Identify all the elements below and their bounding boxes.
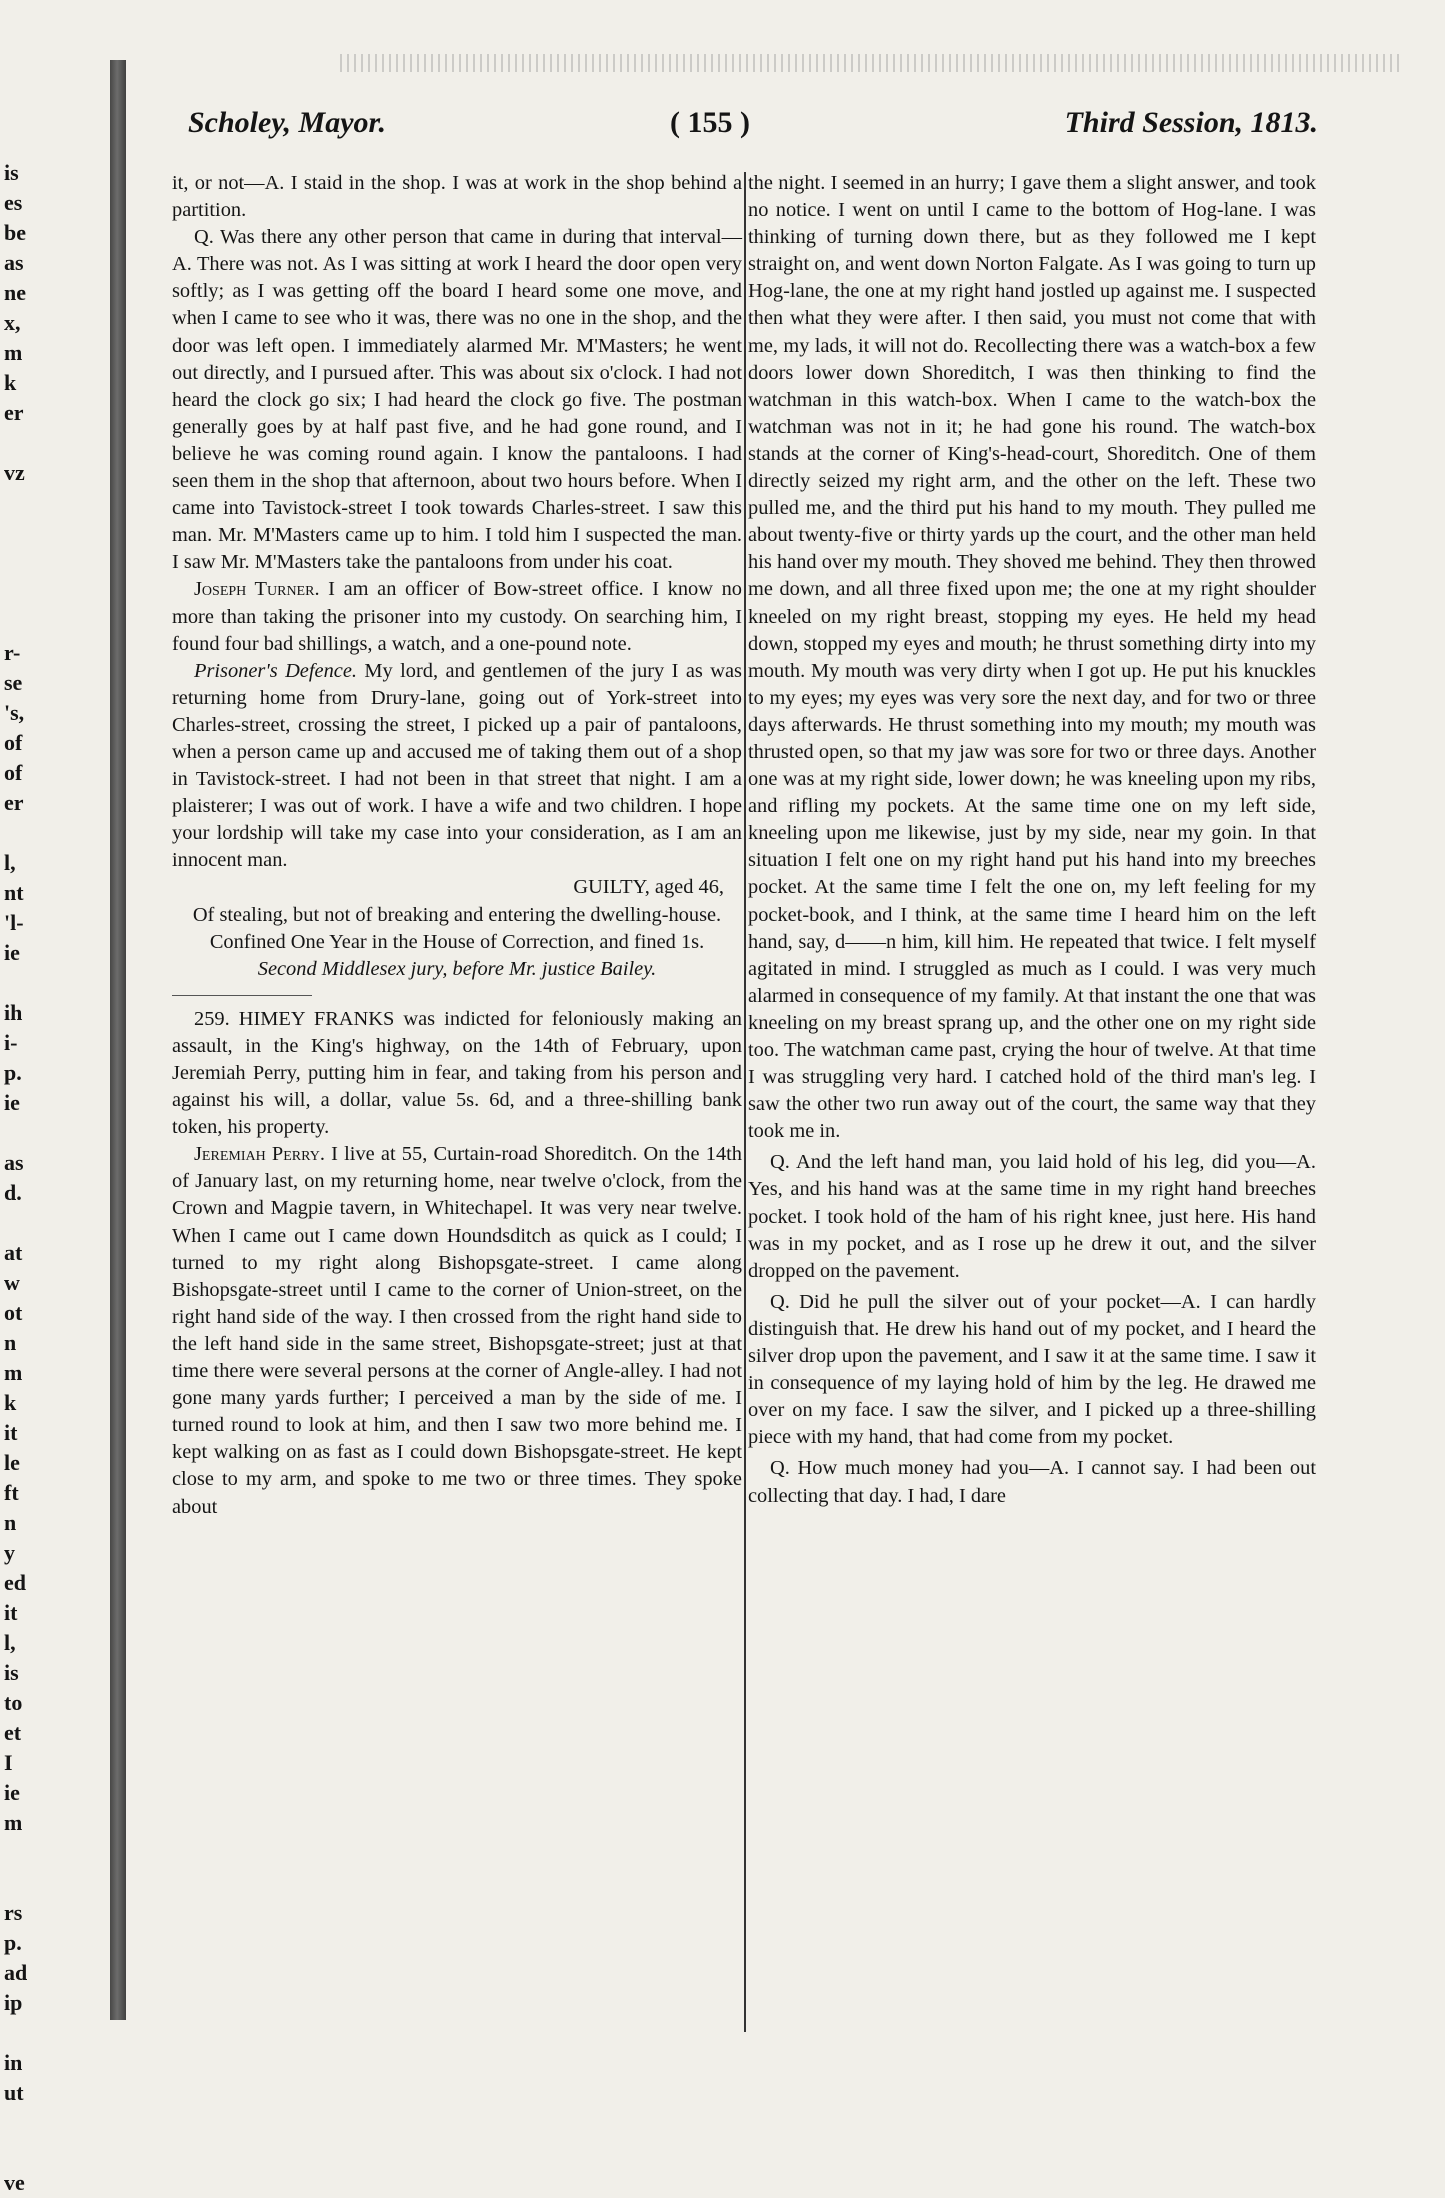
indictment: 259. HIMEY FRANKS was indicted for feloniously making an assault, in the King's highway, on the 14th of February, upon Jeremiah Perry, putting him in fear, and taking from his person and against his will, a dollar, value 5s. 6d, and a three-shilling bank token, his property. <box>172 1007 742 1139</box>
margin-fragment: in <box>4 2050 23 2075</box>
defence-heading: Prisoner's Defence. <box>194 659 357 682</box>
margin-fragment: ie <box>4 1090 20 1115</box>
margin-fragment <box>4 2138 64 2168</box>
left-column <box>172 170 742 1521</box>
margin-fragment: ad <box>4 1960 28 1985</box>
margin-fragment <box>4 548 64 578</box>
margin-fragment: x, <box>4 310 21 335</box>
margin-fragment <box>4 1118 64 1148</box>
paragraph <box>172 576 742 657</box>
margin-fragment: w <box>4 1270 20 1295</box>
margin-fragment: n <box>4 1510 17 1535</box>
margin-fragment: p. <box>4 1060 22 1085</box>
margin-fragment: k <box>4 370 17 395</box>
margin-fragment: r- <box>4 640 21 665</box>
margin-fragment: p. <box>4 1930 22 1955</box>
margin-fragment: ih <box>4 1000 23 1025</box>
paragraph <box>172 1141 742 1520</box>
margin-fragment: i- <box>4 1030 18 1055</box>
margin-fragment: ie <box>4 940 20 965</box>
margin-fragment <box>4 518 64 548</box>
margin-fragment: m <box>4 1810 23 1835</box>
margin-fragment: it <box>4 1420 18 1445</box>
running-header <box>188 100 1318 150</box>
margin-fragment <box>4 1868 64 1898</box>
margin-fragment: as <box>4 1150 24 1175</box>
margin-fragment: to <box>4 1690 23 1715</box>
paragraph: it, or not—A. I staid in the shop. I was at work in the shop behind a partition. <box>172 172 742 222</box>
verdict: GUILTY, aged 46, <box>573 876 724 899</box>
binding-shadow <box>110 60 126 2020</box>
testimony: My lord, and gentlemen of the jury I as was returning home from Drury-lane, going out of York-street into Charles-street, crossing the street, I picked up a pair of pantaloons, when a person came up and accused me of taking them out of a shop in Tavistock-street. I had not been in that street that night. I am a plaisterer; I was out of work. I have a wife and two children. I hope your lordship will take my case into your consideration, as I am an innocent man. <box>172 659 742 872</box>
margin-fragment: I <box>4 1750 13 1775</box>
paragraph: Q. Was there any other person that came in during that interval—A. There was not. As I was sitting at work I heard the door open very softly; as I was getting off the board I heard some one move, and when I came to see who it was, there was no one in the shop, and the door was left open. I immediately alarmed Mr. M'Masters; he went out directly, and I pursued after. This was about six o'clock. I had not heard the clock go six; I had heard the clock go five. The postman generally goes by at half past five, and he had gone round, and I believe he was coming round again. I know the pantaloons. I had seen them in the shop that afternoon, about two hours before. When I came into Tavistock-street I took towards Charles-street. I saw this man. Mr. M'Masters came up to him. I told him I suspected the man. I saw Mr. M'Masters take the pantaloons from under his coat. <box>172 226 742 574</box>
margin-fragment <box>4 608 64 638</box>
margin-fragment: rs <box>4 1900 23 1925</box>
margin-fragment: ut <box>4 2080 24 2105</box>
margin-fragment: ne <box>4 280 26 305</box>
margin-fragment: er <box>4 400 24 425</box>
margin-fragment: le <box>4 1450 20 1475</box>
margin-fragment: of <box>4 760 23 785</box>
margin-fragment: vz <box>4 460 25 485</box>
margin-fragment: m <box>4 340 23 365</box>
sentence: Confined One Year in the House of Correction, and fined 1s. <box>209 930 705 953</box>
page-number: ( 155 ) <box>670 106 750 139</box>
margin-fragment <box>4 578 64 608</box>
margin-fragment <box>4 488 64 518</box>
column-rule <box>744 172 746 2032</box>
header-left: Scholey, Mayor. <box>188 106 387 139</box>
margin-fragment: is <box>4 160 19 185</box>
header-right: Third Session, 1813. <box>1064 106 1318 139</box>
margin-fragment: of <box>4 730 23 755</box>
margin-fragment: ip <box>4 1990 23 2015</box>
testimony: I live at 55, Curtain-road Shoreditch. On the 14th of January last, on my returning home, near twelve o'clock, from the Crown and Magpie tavern, in Whitechapel. It was very near twelve. When I came out I came down Houndsditch as quick as I could; I turned to my right along Bishopsgate-street. I came along Bishopsgate-street until I came to the corner of Union-street, on the right hand side of the way. I then crossed from the right hand side to the left hand side in the same street, Bishopsgate-street; just at that time there were several persons at the corner of Angle-alley. I had not gone many yards further; I perceived a man by the side of me. I turned round to look at him, and then I saw two more behind me. I kept walking on as fast as I could down Bishopsgate-street. He kept close to my arm, and spoke to me two or three times. They spoke about <box>172 1143 743 1518</box>
margin-fragment: nt <box>4 880 24 905</box>
margin-fragment: ie <box>4 1780 20 1805</box>
witness-name: Jeremiah Perry. <box>194 1143 325 1166</box>
witness-name: Joseph Turner. <box>194 578 320 601</box>
margin-fragment <box>4 1838 64 1868</box>
margin-fragment: 'l- <box>4 910 24 935</box>
margin-fragment: be <box>4 220 26 245</box>
jury-note: Second Middlesex jury, before Mr. justice Bailey. <box>257 957 657 980</box>
margin-fragment: y <box>4 1540 15 1565</box>
margin-fragment: m <box>4 1360 23 1385</box>
margin-fragment: as <box>4 250 24 275</box>
paragraph: Q. Did he pull the silver out of your pocket—A. I can hardly distinguish that. He drew his hand out of my pocket, and I heard the silver drop upon the pavement, and I saw it at the same time. I saw it in consequence of my laying hold of him by the leg. He drawed me over on my face. I saw the silver, and I picked up a three-shilling piece with my hand, that had come from my pocket. <box>748 1290 1316 1449</box>
margin-fragment: l, <box>4 1630 16 1655</box>
verdict-detail: Of stealing, but not of breaking and entering the dwelling-house. <box>192 903 722 926</box>
margin-fragment: ed <box>4 1570 26 1595</box>
margin-fragment: se <box>4 670 23 695</box>
margin-fragment: at <box>4 1240 23 1265</box>
paragraph: Q. How much money had you—A. I cannot say. I had been out collecting that day. I had, I dare <box>748 1457 1316 1507</box>
margin-fragment: d. <box>4 1180 22 1205</box>
margin-fragment <box>4 1208 64 1238</box>
margin-fragment <box>4 2018 64 2048</box>
margin-fragment: n <box>4 1330 17 1355</box>
paragraph <box>172 658 742 875</box>
margin-fragment <box>4 428 64 458</box>
margin-fragment: l, <box>4 850 16 875</box>
margin-fragment: 's, <box>4 700 25 725</box>
margin-fragment: er <box>4 790 24 815</box>
margin-fragment: ft <box>4 1480 19 1505</box>
margin-fragment: is <box>4 1660 19 1685</box>
scan-noise <box>340 54 1400 72</box>
margin-fragment: it <box>4 1600 18 1625</box>
margin-fragment: es <box>4 190 23 215</box>
margin-fragment: k <box>4 1390 17 1415</box>
paragraph: the night. I seemed in an hurry; I gave them a slight answer, and took no notice. I went on until I came to the bottom of Hog-lane. I was thinking of turning down there, but as they followed me I kept straight on, and went down Norton Falgate. As I was going to turn up Hog-lane, the one at my right hand jostled up against me. I suspected then what they were after. I then said, you must not come that with me, my lads, it will not do. Recollecting there was a watch-box a few doors lower down Shoreditch, I was then thinking to find the watchman in this watch-box. When I came to the watch-box the watchman was not in it; he had gone his round. The watch-box stands at the corner of King's-head-court, Shoreditch. One of them directly seized my right arm, and the other on the left. These two pulled me, and the third put his hand to my mouth. They pulled me about twenty-five or thirty yards up the court, and the other man held his hand over my mouth. They shoved me behind. They then throwed me down, and all three fixed upon me; the one at my right shoulder kneeled on my right breast, stopping my eyes. He held my head down, stopped my eyes and mouth; he thrust something dirty into my mouth. My mouth was very dirty when I got up. He put his knuckles to my eyes; my eyes was very sore the next day, and for two or three days afterwards. He thrust something into my mouth; my mouth was thrusted open, so that my jaw was sore for two or three days. Another one was at my right side, lower down; he was kneeling upon my ribs, and rifling my pockets. At the same time one on my left side, kneeling upon me likewise, just by my side, near my goin. In that situation I felt one on my right hand put his hand into my breeches pocket. At the same time I felt the one on, my left feeling for my pocket-book, and I think, at the same time I heard him on the left hand, say, d——n him, kill him. He repeated that twice. I felt myself agitated in mind. I struggled as much as I could. I was very much alarmed in consequence of my family. At that instant the one that was kneeling on my breast sprang up, and the other one on my right side too. The watchman came past, crying the hour of twelve. At that time I was struggling very hard. I catched hold of the third man's leg. I saw the other two run away out of the court, the same way that they took me in. <box>748 172 1316 1143</box>
margin-fragment <box>4 2108 64 2138</box>
facing-page-fragments <box>4 158 64 2198</box>
testimony: I am an officer of Bow-street office. I know no more than taking the prisoner into my custody. On searching him, I found four bad shillings, a watch, and a one-pound note. <box>172 578 742 655</box>
section-divider <box>172 987 312 996</box>
margin-fragment <box>4 968 64 998</box>
right-column <box>748 170 1316 1510</box>
paragraph: Q. And the left hand man, you laid hold of his leg, did you—A. Yes, and his hand was at the same time in my right hand breeches pocket. I took hold of the ham of his right knee, just here. His hand was in my pocket, and as I rose up he drew it out, and the silver dropped on the pavement. <box>748 1151 1316 1282</box>
margin-fragment: ve <box>4 2170 25 2195</box>
margin-fragment <box>4 818 64 848</box>
margin-fragment: et <box>4 1720 22 1745</box>
margin-fragment: ot <box>4 1300 23 1325</box>
